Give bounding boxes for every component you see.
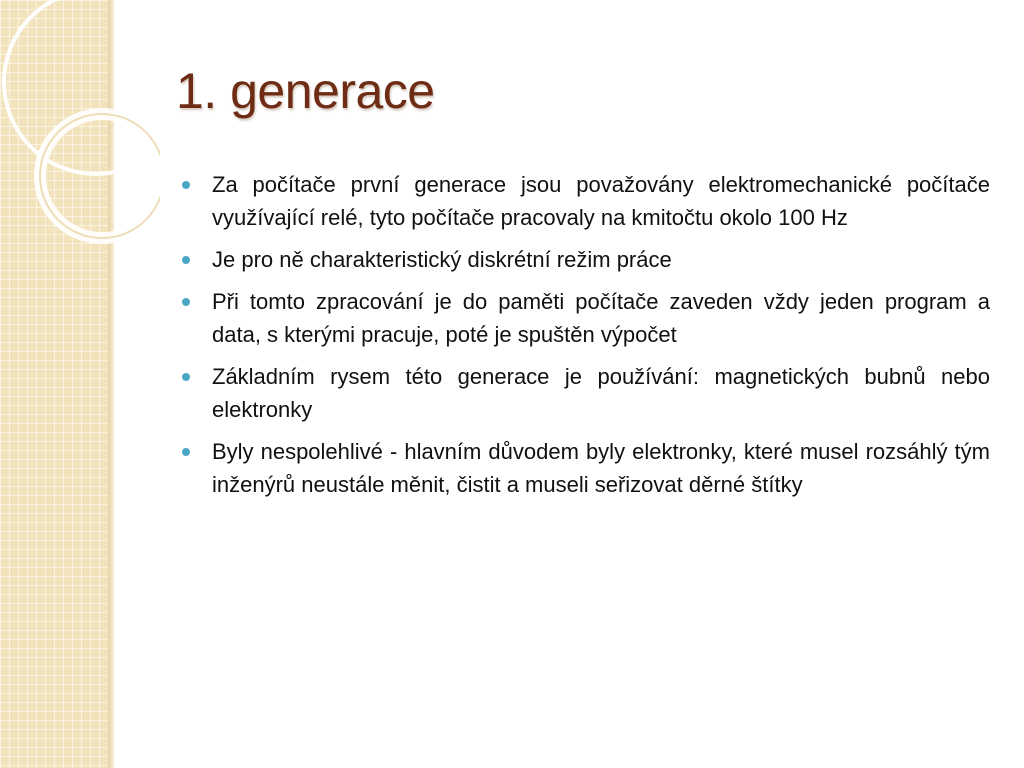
bullet-item [178, 435, 990, 501]
bullet-text: Základním rysem této generace je používání: magnetických bubnů nebo elektronky [212, 364, 990, 422]
bullet-marker-icon [182, 256, 190, 264]
bullet-marker-icon [182, 298, 190, 306]
bullet-marker-icon [182, 373, 190, 381]
bullet-marker-icon [182, 448, 190, 456]
bullet-text: Za počítače první generace jsou považovány elektromechanické počítače využívající relé, tyto počítače pracovaly na kmitočtu okolo 100 Hz [212, 172, 990, 230]
decorative-ring-large [4, 0, 160, 174]
bullet-item [178, 243, 990, 276]
decorative-rings [0, 0, 160, 260]
bullet-item [178, 168, 990, 234]
bullet-marker-icon [182, 181, 190, 189]
slide-title: 1. generace [176, 63, 435, 119]
bullet-text: Je pro ně charakteristický diskrétní režim práce [212, 247, 672, 272]
bullet-text: Byly nespolehlivé - hlavním důvodem byly elektronky, které musel rozsáhlý tým inženýrů neustále měnit, čistit a museli seřizovat děrné štítky [212, 439, 990, 497]
bullet-item [178, 285, 990, 351]
bullet-list [178, 168, 990, 510]
bullet-item [178, 360, 990, 426]
bullet-text: Při tomto zpracování je do paměti počítače zaveden vždy jeden program a data, s kterými pracuje, poté je spuštěn výpočet [212, 289, 990, 347]
